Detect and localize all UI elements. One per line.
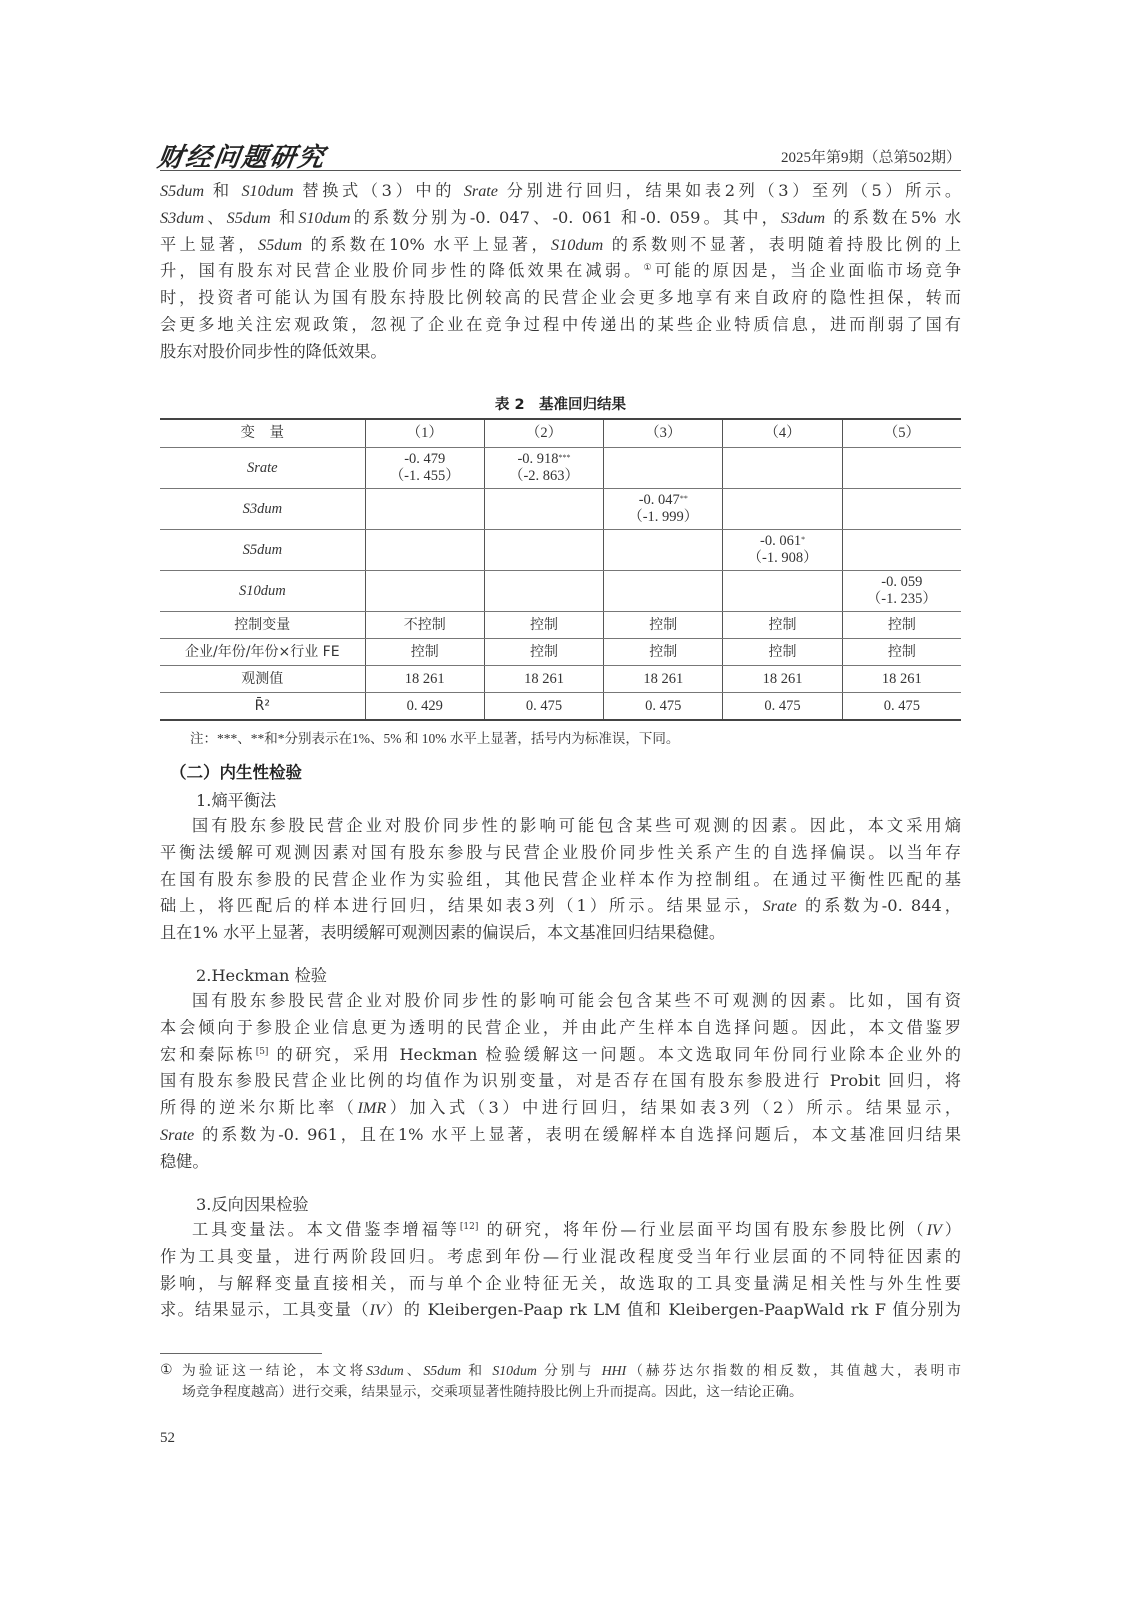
header-cell: （3） bbox=[604, 419, 723, 448]
significance-stars: *** bbox=[558, 453, 571, 462]
coefficient-cell bbox=[604, 489, 723, 530]
regression-table bbox=[160, 418, 961, 721]
text-line: 平衡法缓解可观测因素对国有股东参股与民营企业股价同步性关系产生的自选择偏误。以当年存 bbox=[160, 842, 961, 862]
citation-link[interactable]: [5] bbox=[255, 1046, 269, 1057]
text-line: 国有股东参股民营企业比例的均值作为识别变量，对是否存在国有股东参股进行 Probit 回归，将 bbox=[160, 1071, 961, 1091]
footnote-divider bbox=[160, 1353, 322, 1354]
text-line: 时，投资者可能认为国有股东持股比例较高的民营企业会更多地享有来自政府的隐性担保，转而 bbox=[160, 288, 961, 308]
paragraph-heckman bbox=[160, 988, 961, 1176]
stat-cell: 18 261 bbox=[484, 666, 603, 693]
coefficient-value: -0. 059 bbox=[881, 574, 923, 590]
stat-cell: 18 261 bbox=[842, 666, 961, 693]
citation-link[interactable]: [12] bbox=[459, 1222, 479, 1232]
stat-cell: 18 261 bbox=[365, 666, 484, 693]
stat-cell: 0. 475 bbox=[842, 693, 961, 721]
text-line: 工具变量法。本文借鉴李增福等[12] 的研究，将年份—行业层面平均国有股东参股比例（IV） bbox=[192, 1220, 961, 1239]
section-heading: （二）内生性检验 bbox=[170, 763, 302, 782]
header-cell: （4） bbox=[723, 419, 842, 448]
subsection-heading: 1.熵平衡法 bbox=[196, 791, 277, 810]
journal-logo: 财经问题研究 bbox=[155, 143, 328, 173]
footnote bbox=[160, 1360, 961, 1403]
text-line: S3dum、S5dum 和S10dum的系数分别为-0. 047、-0. 061 和-0. 059。其中，S3dum 的系数在5% 水 bbox=[160, 207, 961, 227]
significance-stars: * bbox=[801, 535, 806, 544]
text-line: 升，国有股东对民营企业股价同步性的降低效果在减弱。①可能的原因是，当企业面临市场竞争 bbox=[160, 261, 962, 281]
row-label: R̄² bbox=[160, 693, 365, 721]
stat-cell: 控制 bbox=[604, 639, 723, 666]
table-row bbox=[160, 666, 961, 693]
stat-cell: 控制 bbox=[365, 639, 484, 666]
footnote-ref[interactable]: ① bbox=[643, 263, 655, 274]
stat-cell: 18 261 bbox=[723, 666, 842, 693]
coefficient-cell bbox=[484, 530, 603, 571]
variable-name: S5dum bbox=[160, 530, 365, 571]
text-line: 所得的逆米尔斯比率（IMR）加入式（3）中进行回归，结果如表3列（2）所示。结果显示， bbox=[160, 1098, 962, 1118]
stat-cell: 0. 429 bbox=[365, 693, 484, 721]
paragraph-results bbox=[160, 178, 961, 366]
table-row bbox=[160, 612, 961, 639]
text-line: 础上，将匹配后的样本进行回归，结果如表3列（1）所示。结果显示，Srate 的系数为-0. 844， bbox=[160, 896, 961, 916]
subsection-heading: 3.反向因果检验 bbox=[196, 1195, 309, 1214]
subsection-heading: 2.Heckman 检验 bbox=[196, 966, 327, 985]
coefficient-cell bbox=[365, 530, 484, 571]
variable-name: Srate bbox=[160, 448, 365, 489]
coefficient-cell bbox=[604, 448, 723, 489]
stat-cell: 控制 bbox=[604, 612, 723, 639]
table-note: 注：***、**和*分别表示在1%、5% 和 10% 水平上显著，括号内为标准误，下同。 bbox=[190, 731, 680, 746]
coefficient-cell bbox=[842, 448, 961, 489]
coefficient-value: -0. 047 bbox=[638, 492, 680, 508]
coefficient-cell bbox=[842, 489, 961, 530]
coefficient-cell bbox=[723, 571, 842, 612]
coefficient-value: -0. 061 bbox=[759, 533, 802, 549]
stat-cell: 控制 bbox=[723, 612, 842, 639]
table-row bbox=[160, 571, 961, 612]
text-line: 会更多地关注宏观政策，忽视了企业在竞争过程中传递出的某些企业特质信息，进而削弱了国有 bbox=[160, 314, 961, 334]
variable-name: S3dum bbox=[160, 489, 365, 530]
variable-name: S10dum bbox=[160, 571, 365, 612]
coefficient-cell bbox=[723, 530, 842, 571]
stat-cell: 0. 475 bbox=[604, 693, 723, 721]
header-cell: 变 量 bbox=[160, 419, 365, 448]
table-row bbox=[160, 448, 961, 489]
text-line: 本会倾向于参股企业信息更为透明的民营企业，并由此产生样本自选择问题。因此，本文借鉴罗 bbox=[160, 1017, 961, 1037]
t-statistic: （-1. 999） bbox=[628, 509, 699, 525]
header-cell: （2） bbox=[484, 419, 603, 448]
coefficient-cell bbox=[484, 448, 603, 489]
footnote-line: 为验证这一结论，本文将S3dum、S5dum 和 S10dum 分别与 HHI（赫芬达尔指数的相反数，其值越大，表明市 bbox=[182, 1363, 962, 1379]
issue-info: 2025年第9期（总第502期） bbox=[780, 150, 961, 166]
coefficient-cell bbox=[484, 571, 603, 612]
stat-cell: 控制 bbox=[484, 639, 603, 666]
text-line: Srate 的系数为-0. 961，且在1% 水平上显著，表明在缓解样本自选择问题后，本文基准回归结果 bbox=[160, 1124, 961, 1144]
text-line: 宏和秦际栋[5] 的研究，采用 Heckman 检验缓解这一问题。本文选取同年份同行业除本企业外的 bbox=[160, 1044, 961, 1064]
t-statistic: （-1. 235） bbox=[866, 591, 937, 607]
header-cell: （5） bbox=[842, 419, 961, 448]
coefficient-cell bbox=[604, 571, 723, 612]
text-line: 且在1% 水平上显著，表明缓解可观测因素的偏误后，本文基准回归结果稳健。 bbox=[160, 923, 726, 943]
row-label: 观测值 bbox=[160, 666, 365, 693]
text-line: 求。结果显示，工具变量（IV）的 Kleibergen-Paap rk LM 值和 Kleibergen-PaapWald rk F 值分别为 bbox=[160, 1300, 961, 1320]
text-line: 国有股东参股民营企业对股价同步性的影响可能包含某些可观测的因素。因此，本文采用熵 bbox=[192, 816, 961, 835]
coefficient-cell bbox=[365, 571, 484, 612]
coefficient-cell bbox=[604, 530, 723, 571]
page-number: 52 bbox=[160, 1430, 175, 1446]
coefficient-cell bbox=[842, 571, 961, 612]
coefficient-cell bbox=[484, 489, 603, 530]
t-statistic: （-1. 908） bbox=[747, 550, 818, 566]
stat-cell: 控制 bbox=[723, 639, 842, 666]
table-title: 表 2 基准回归结果 bbox=[494, 397, 627, 413]
t-statistic: （-1. 455） bbox=[389, 468, 460, 484]
text-line: S5dum 和 S10dum 替换式（3）中的 Srate 分别进行回归，结果如表2列（3）至列（5）所示。 bbox=[160, 181, 962, 200]
coefficient-cell bbox=[842, 530, 961, 571]
coefficient-cell bbox=[365, 489, 484, 530]
text-line: 平上显著，S5dum 的系数在10% 水平上显著，S10dum 的系数则不显著，表明随着持股比例的上 bbox=[160, 234, 962, 254]
footnote-mark: ① bbox=[160, 1362, 173, 1378]
text-line: 作为工具变量，进行两阶段回归。考虑到年份—行业混改程度受当年行业层面的不同特征因素的 bbox=[160, 1246, 961, 1266]
stat-cell: 18 261 bbox=[604, 666, 723, 693]
stat-cell: 0. 475 bbox=[484, 693, 603, 721]
table-row bbox=[160, 489, 961, 530]
stat-cell: 控制 bbox=[484, 612, 603, 639]
header-cell: （1） bbox=[365, 419, 484, 448]
row-label: 企业/年份/年份×行业 FE bbox=[160, 639, 365, 666]
stat-cell: 控制 bbox=[842, 639, 961, 666]
t-statistic: （-2. 863） bbox=[508, 468, 580, 484]
coefficient-cell bbox=[365, 448, 484, 489]
stat-cell: 不控制 bbox=[365, 612, 484, 639]
text-line: 在国有股东参股的民营企业作为实验组，其他民营企业样本作为控制组。在通过平衡性匹配的基 bbox=[160, 869, 961, 889]
row-label: 控制变量 bbox=[160, 612, 365, 639]
stat-cell: 控制 bbox=[842, 612, 961, 639]
running-header bbox=[155, 140, 961, 173]
table-row bbox=[160, 530, 961, 571]
table-header-row bbox=[160, 419, 961, 448]
paragraph-reverse-causality bbox=[160, 1217, 961, 1324]
coefficient-cell bbox=[723, 448, 842, 489]
paragraph-entropy-balancing bbox=[160, 813, 961, 947]
coefficient-value: -0. 918 bbox=[517, 451, 559, 467]
significance-stars: ** bbox=[679, 494, 688, 503]
stat-cell: 0. 475 bbox=[723, 693, 842, 721]
text-line: 稳健。 bbox=[160, 1151, 209, 1171]
text-line: 影响，与解释变量直接相关，而与单个企业特征无关，故选取的工具变量满足相关性与外生性要 bbox=[160, 1273, 961, 1293]
coefficient-cell bbox=[723, 489, 842, 530]
table-row bbox=[160, 693, 961, 721]
footnote-line: 场竞争程度越高）进行交乘，结果显示，交乘项显著性随持股比例上升而提高。因此，这一结论正确。 bbox=[182, 1384, 803, 1400]
coefficient-value: -0. 479 bbox=[404, 451, 446, 467]
table-row bbox=[160, 639, 961, 666]
text-line: 股东对股价同步性的降低效果。 bbox=[160, 341, 387, 361]
text-line: 国有股东参股民营企业对股价同步性的影响可能会包含某些不可观测的因素。比如，国有资 bbox=[192, 991, 961, 1010]
